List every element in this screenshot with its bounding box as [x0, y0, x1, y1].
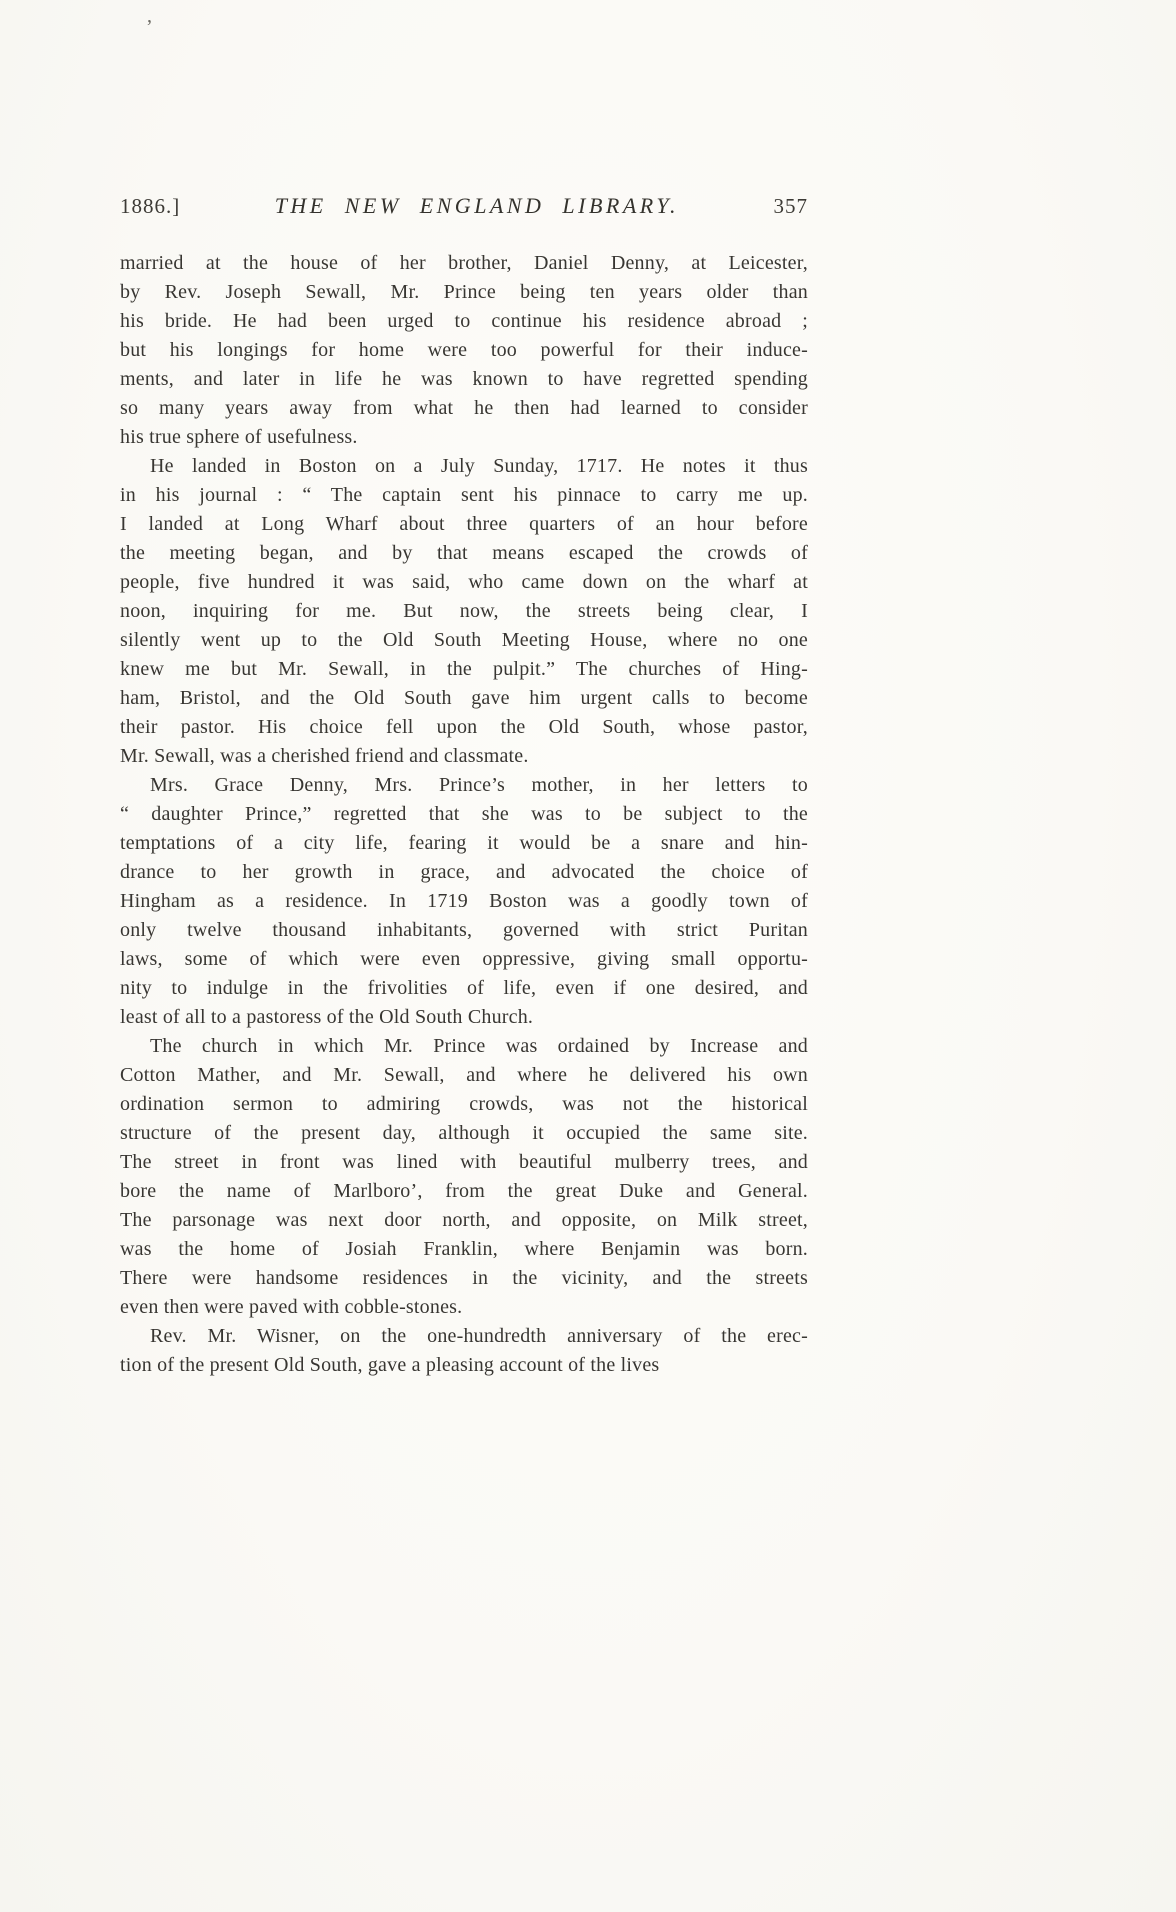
text-line: Cotton Mather, and Mr. Sewall, and where he delivered his own	[120, 1064, 808, 1086]
text-line: only twelve thousand inhabitants, governed with strict Puritan	[120, 919, 808, 941]
text-line: “ daughter Prince,” regretted that she was to be subject to the	[120, 803, 808, 825]
paragraph	[120, 1322, 808, 1380]
text-line: Mr. Sewall, was a cherished friend and classmate.	[120, 745, 529, 767]
header-title: THE NEW ENGLAND LIBRARY.	[274, 193, 680, 218]
text-line: silently went up to the Old South Meeting House, where no one	[120, 629, 808, 651]
header-page-number: 357	[773, 194, 808, 218]
paragraph	[120, 452, 808, 771]
text-line: even then were paved with cobble-stones.	[120, 1296, 463, 1318]
text-line: ham, Bristol, and the Old South gave him urgent calls to become	[120, 687, 808, 709]
paragraph	[120, 249, 808, 452]
text-line: the meeting began, and by that means escaped the crowds of	[120, 542, 808, 564]
text-line: married at the house of her brother, Daniel Denny, at Leicester,	[120, 252, 808, 274]
page-header	[120, 193, 808, 225]
paragraph	[120, 771, 808, 1032]
text-line: Hingham as a residence. In 1719 Boston was a goodly town of	[120, 890, 808, 912]
text-line: The church in which Mr. Prince was ordained by Increase and	[150, 1035, 808, 1057]
text-line: bore the name of Marlboro’, from the great Duke and General.	[120, 1180, 808, 1202]
text-line: but his longings for home were too powerful for their induce-	[120, 339, 808, 361]
text-line: people, five hundred it was said, who came down on the wharf at	[120, 571, 808, 593]
text-line: laws, some of which were even oppressive, giving small opportu-	[120, 948, 808, 970]
text-line: least of all to a pastoress of the Old South Church.	[120, 1006, 534, 1028]
text-line: by Rev. Joseph Sewall, Mr. Prince being ten years older than	[120, 281, 808, 303]
text-line: ordination sermon to admiring crowds, was not the historical	[120, 1093, 808, 1115]
text-line: their pastor. His choice fell upon the Old South, whose pastor,	[120, 716, 808, 738]
text-line: structure of the present day, although it occupied the same site.	[120, 1122, 808, 1144]
text-line: He landed in Boston on a July Sunday, 1717. He notes it thus	[150, 455, 808, 477]
text-line: his true sphere of usefulness.	[120, 426, 358, 448]
text-line: nity to indulge in the frivolities of life, even if one desired, and	[120, 977, 808, 999]
text-line: knew me but Mr. Sewall, in the pulpit.” The churches of Hing-	[120, 658, 808, 680]
paragraph	[120, 1032, 808, 1322]
text-line: drance to her growth in grace, and advocated the choice of	[120, 861, 808, 883]
text-line: in his journal : “ The captain sent his pinnace to carry me up.	[120, 484, 808, 506]
text-line: so many years away from what he then had learned to consider	[120, 397, 808, 419]
text-line: tion of the present Old South, gave a pleasing account of the lives	[120, 1354, 660, 1376]
text-line: The parsonage was next door north, and opposite, on Milk street,	[120, 1209, 808, 1231]
text-line: Mrs. Grace Denny, Mrs. Prince’s mother, in her letters to	[150, 774, 808, 796]
text-line: temptations of a city life, fearing it would be a snare and hin-	[120, 832, 808, 854]
header-date: 1886.]	[120, 194, 181, 218]
text-line: The street in front was lined with beautiful mulberry trees, and	[120, 1151, 808, 1173]
page-content	[120, 249, 808, 1380]
text-line: Rev. Mr. Wisner, on the one-hundredth anniversary of the erec-	[150, 1325, 808, 1347]
text-line: was the home of Josiah Franklin, where Benjamin was born.	[120, 1238, 808, 1260]
scan-artifact-mark: ’	[146, 16, 153, 38]
text-column	[120, 193, 808, 1380]
text-line: noon, inquiring for me. But now, the streets being clear, I	[120, 600, 808, 622]
text-line: I landed at Long Wharf about three quarters of an hour before	[120, 513, 808, 535]
text-line: his bride. He had been urged to continue his residence abroad ;	[120, 310, 808, 332]
text-line: ments, and later in life he was known to have regretted spending	[120, 368, 808, 390]
text-line: There were handsome residences in the vicinity, and the streets	[120, 1267, 808, 1289]
